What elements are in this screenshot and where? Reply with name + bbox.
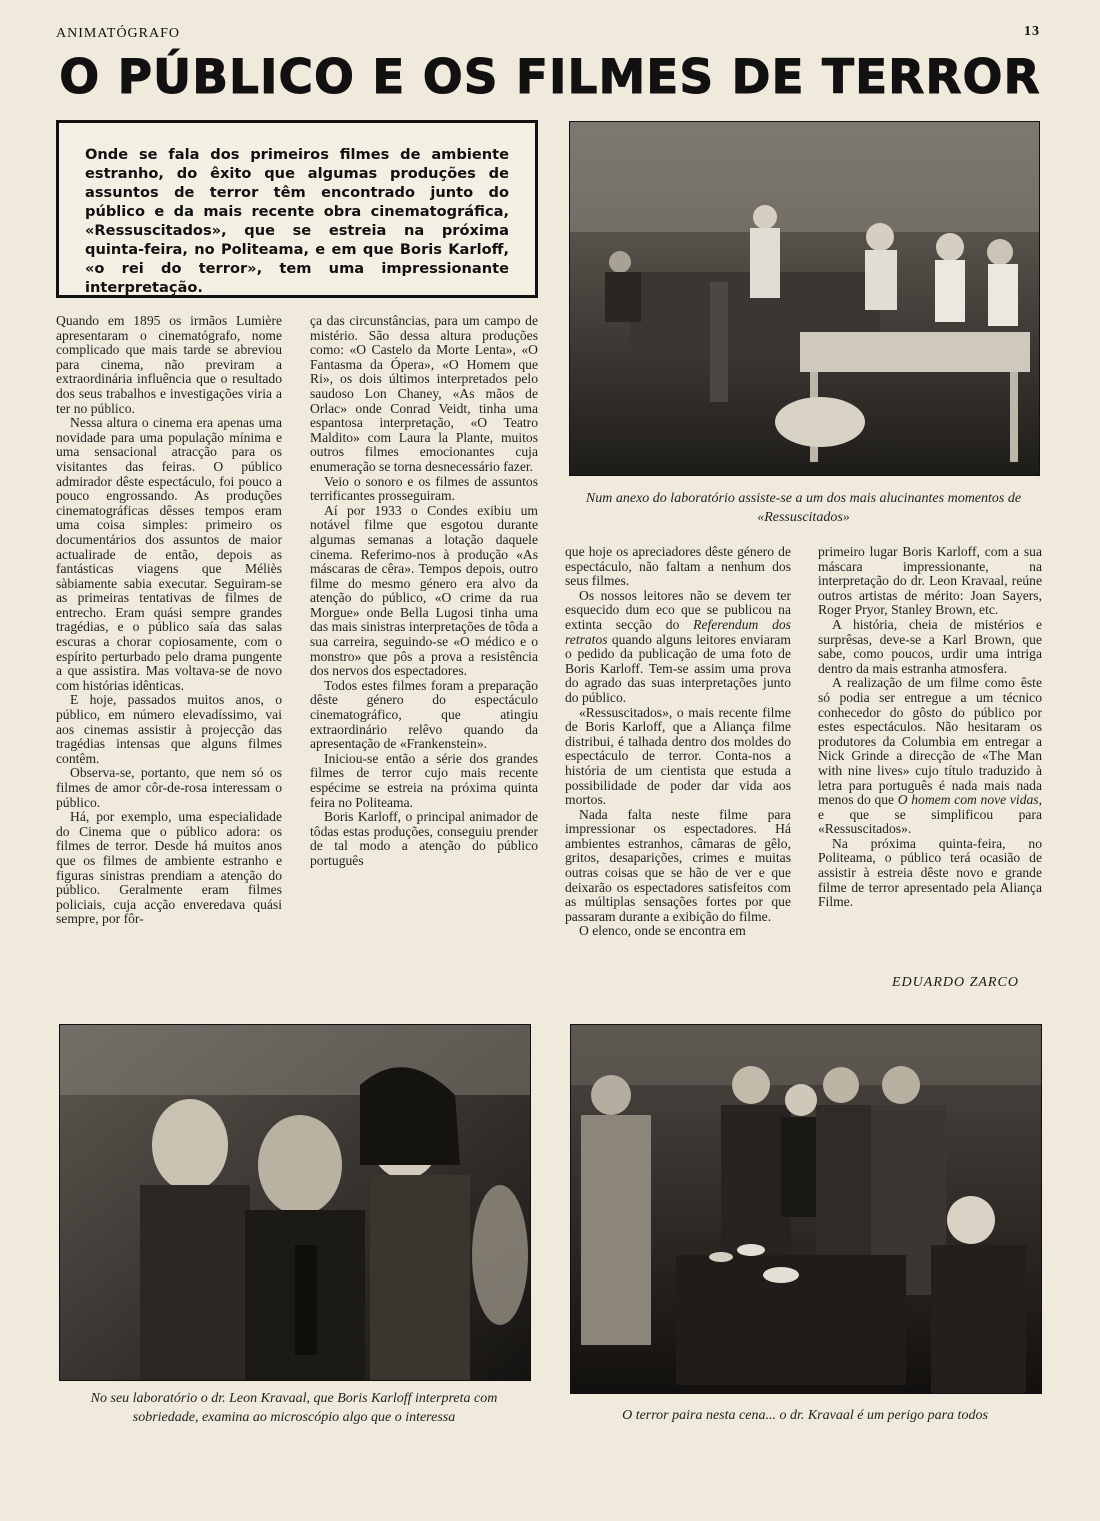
paragraph: Quando em 1895 os irmãos Lumière apresentaram o cinematógrafo, nome complicado que mais tarde se abreviou para cinema, não previram a extraordinária influência que o resultado dos seus trabalhos e investigações viria a ter no público.: [56, 313, 282, 416]
lead-box: [56, 120, 538, 298]
article-column-1: [56, 314, 282, 927]
caption-top-photo: Num anexo do laboratório assiste-se a um dos mais alucinantes momentos de «Ressuscitados»: [585, 491, 1022, 525]
paragraph: Veio o sonoro e os filmes de assuntos terrificantes prosseguiram.: [310, 473, 538, 504]
paragraph: Nessa altura o cinema era apenas uma novidade para uma população mínima e uma sensacional atracção para os visitantes das feiras. O público admirador dêste espectáculo, foi pouco a pouco engrossando. As produções cinematográficas dêsses tempos eram uma coisa simples: primeiro os documentários dos assuntos de maior actualirade de então, depois as fantásticas viagens que Méliès sàbiamente sabia executar. Seguiram-se as primeiras tentativas de filmes de entrecho. Eram quási sempre grandes tragédias, e o público saía das salas escuras a chorar copiosamente, com o espírito perturbado pelo drama pungente a que assistira. Mas voltava-se de novo com histórias idênticas.: [56, 415, 282, 693]
caption-bottom-left: No seu laboratório o dr. Leon Kravaal, que Boris Karloff interpreta com sobriedade, examina ao microscópio algo que o interessa: [90, 1391, 498, 1425]
section-name: Referendum dos retratos: [565, 616, 791, 647]
photo-laboratory-annex: [569, 121, 1040, 476]
article-column-3: [565, 545, 791, 939]
paragraph-text: Os nossos leitores não se devem ter esquecido dum eco que se publicou na extinta secção do: [565, 587, 791, 632]
magazine-name: ANIMATÓGRAFO: [56, 26, 181, 41]
paragraph: ça das circunstâncias, para um campo de mistério. São dessa altura produções como: «O Castelo da Morte Lenta», «O Fantasma da Ópera», «O Homem que Ri», os dois últimos interpretados pelo saudoso Lon Chaney, «As mãos de Orlac» onde Conrad Veidt, tinha uma espantosa interpretação, «O Teatro Maldito» com Laura la Plante, muitos outros filmes emocionantes cuja enumeração se torna desnecessário fazer.: [310, 313, 538, 474]
paragraph: [818, 676, 1042, 837]
paragraph-text: quando alguns leitores enviaram o pedido da publicação de uma foto de Boris Karloff. Tem-se assim uma prova do agrado das suas interpretações junto do público.: [565, 631, 791, 705]
lead-text: Onde se fala dos primeiros filmes de ambiente estranho, do êxito que algumas produções de assuntos de terror têm encontrado junto do público e da mais recente obra cinematográfica, «Ressuscitados», que se estreia na próxima quinta-feira, no Politeama, e em que Boris Karloff, «o rei do terror», tem uma impressionante interpretação.: [85, 146, 509, 296]
paragraph: O elenco, onde se encontra em: [579, 923, 746, 939]
paragraph: Aí por 1933 o Condes exibiu um notável filme que esgotou durante algumas semanas a lotação daquele cinema. Referimo-nos à produção «As máscaras de cêra». Tempos depois, outro filme do mesmo género era alvo da atenção do público, «O crime da rua Morgue» onde Bella Lugosi tinha uma das mais sinistras interpretações de tôda a sua carreira, seguindo-se «O médico e o monstro» que pôs a prova a resistência dos nervos dos espectadores.: [310, 502, 538, 679]
page-title: O PÚBLICO E OS FILMES DE TERROR: [59, 50, 1041, 105]
author-byline: EDUARDO ZARCO: [892, 975, 1019, 990]
paragraph: E hoje, passados muitos anos, o público, em número elevadíssimo, vai aos cinemas assistir à projecção das tragédias intensas que alguns filmes contêm.: [56, 692, 282, 766]
paragraph: primeiro lugar Boris Karloff, com a sua máscara impressionante, na interpretação do dr. Leon Kravaal, reúne outros artistas de mérito: Joan Sayers, Roger Pryor, Stanley Brown, etc.: [818, 544, 1042, 618]
paragraph-text: , e que se simplificou para «Ressuscitados».: [818, 792, 1042, 837]
paragraph: Há, por exemplo, uma especialidade do Cinema que o público adora: os filmes de terror. Desde há muitos anos que os filmes de ambiente estranho e figuras sinistras prendiam a atenção do público. Geralmente eram filmes policiais, cuja acção enveredava quási sempre, por fôr-: [56, 809, 282, 927]
paragraph-text: A realização de um filme como êste só podia ser entregue a um técnico conhecedor do gôsto do público por estes espectáculos. Não hesitaram os produtores da Columbia em entregar a Nick Grinde a direcção de «The Man with nine lives» cujo título traduzido à letra para português é nada mais nada menos do que: [818, 675, 1042, 808]
paragraph: [565, 589, 791, 706]
page-number: 13: [1024, 24, 1040, 39]
article-column-2: [310, 314, 538, 869]
paragraph: Observa-se, portanto, que nem só os filmes de amor côr-de-rosa interessam o público.: [56, 765, 282, 810]
paragraph: A história, cheia de mistérios e surprêsas, deve-se a Karl Brown, que sabe, como poucos, urdir uma intriga dentro da mais estranha atmosfera.: [818, 616, 1042, 676]
paragraph: «Ressuscitados», o mais recente filme de Boris Karloff, que a Aliança filme distribui, é talhada dentro dos moldes do espectáculo de terror. Conta-nos a história de um cientista que estuda a possibilidade de poder dar vida aos mortos.: [565, 704, 791, 808]
paragraph: Iniciou-se então a série dos grandes filmes de terror cujo mais recente espécime se estreia na próxima quinta feira no Politeama.: [310, 750, 538, 810]
article-column-4: [818, 545, 1042, 910]
paragraph: Na próxima quinta-feira, no Politeama, o público terá ocasião de assistir à estreia dêste novo e grande filme de terror apresentado pela Aliança Filme.: [818, 835, 1042, 910]
paragraph: Boris Karloff, o principal animador de tôdas estas produções, conseguiu prender de tal modo a atenção do público português: [310, 809, 538, 868]
film-title: O homem com nove vidas: [897, 792, 1039, 808]
caption-bottom-right: O terror paira nesta cena... o dr. Kravaal é um perigo para todos: [622, 1408, 988, 1423]
photo-terror-scene: [570, 1024, 1042, 1394]
photo-microscope: [59, 1024, 531, 1381]
paragraph: Todos estes filmes foram a preparação dêste género do espectáculo cinematográfico, que atingiu extraordinário relêvo quando da apresentação de «Frankenstein».: [310, 677, 538, 752]
paragraph: que hoje os apreciadores dêste género de espectáculo, não faltam a nenhum dos seus filmes.: [565, 544, 791, 589]
paragraph: Nada falta neste filme para impressionar os espectadores. Há ambientes estranhos, câmaras de gêlo, gritos, desaparições, crimes e muitas outras coisas que se hão de ver e que deixarão os espectadores satisfeitos com as múltiplas sensações fortes por que passaram durante a exibição do filme.: [565, 806, 791, 924]
